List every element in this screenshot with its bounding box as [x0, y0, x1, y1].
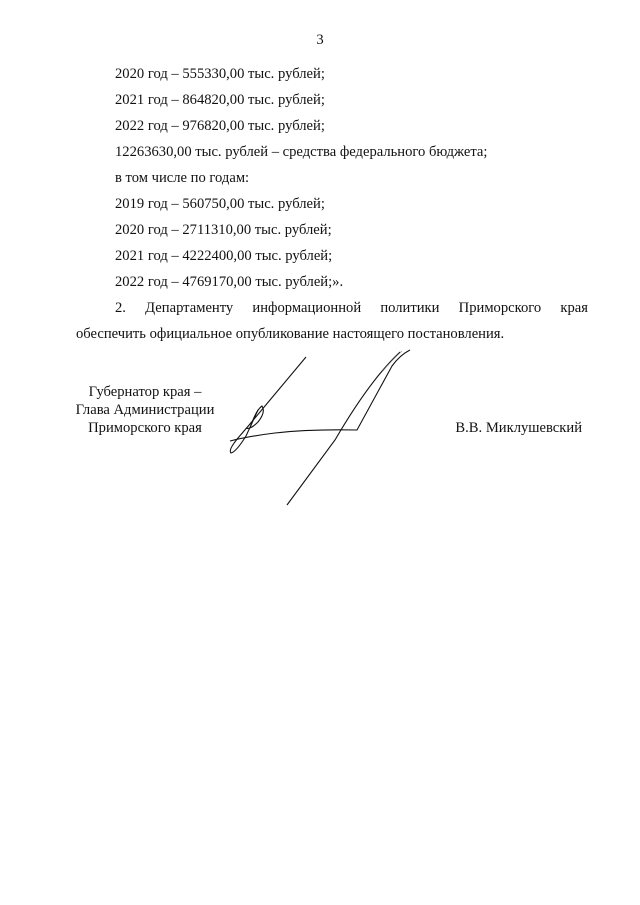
budget-line: 2019 год – 560750,00 тыс. рублей;	[115, 196, 325, 212]
budget-line: 2021 год – 864820,00 тыс. рублей;	[115, 92, 325, 108]
signatory-name: В.В. Миклушевский	[455, 420, 582, 436]
budget-line: 2022 год – 4769170,00 тыс. рублей;».	[115, 274, 344, 290]
paragraph-2-line-1: 2. Департаменту информационной политики Приморского края	[115, 300, 588, 316]
page-number: 3	[316, 32, 324, 48]
budget-line: 2020 год – 2711310,00 тыс. рублей;	[115, 222, 332, 238]
signatory-title: Приморского края	[88, 420, 202, 436]
signatory-title: Глава Администрации	[75, 402, 215, 418]
budget-line: 2021 год – 4222400,00 тыс. рублей;	[115, 248, 333, 264]
budget-line: в том числе по годам:	[115, 170, 250, 186]
paragraph-2-line-2: обеспечить официальное опубликование настоящего постановления.	[76, 326, 505, 342]
budget-line: 12263630,00 тыс. рублей – средства федерального бюджета;	[115, 144, 488, 160]
budget-line: 2020 год – 555330,00 тыс. рублей;	[115, 66, 325, 82]
budget-line: 2022 год – 976820,00 тыс. рублей;	[115, 118, 325, 134]
signatory-title: Губернатор края –	[88, 384, 202, 400]
